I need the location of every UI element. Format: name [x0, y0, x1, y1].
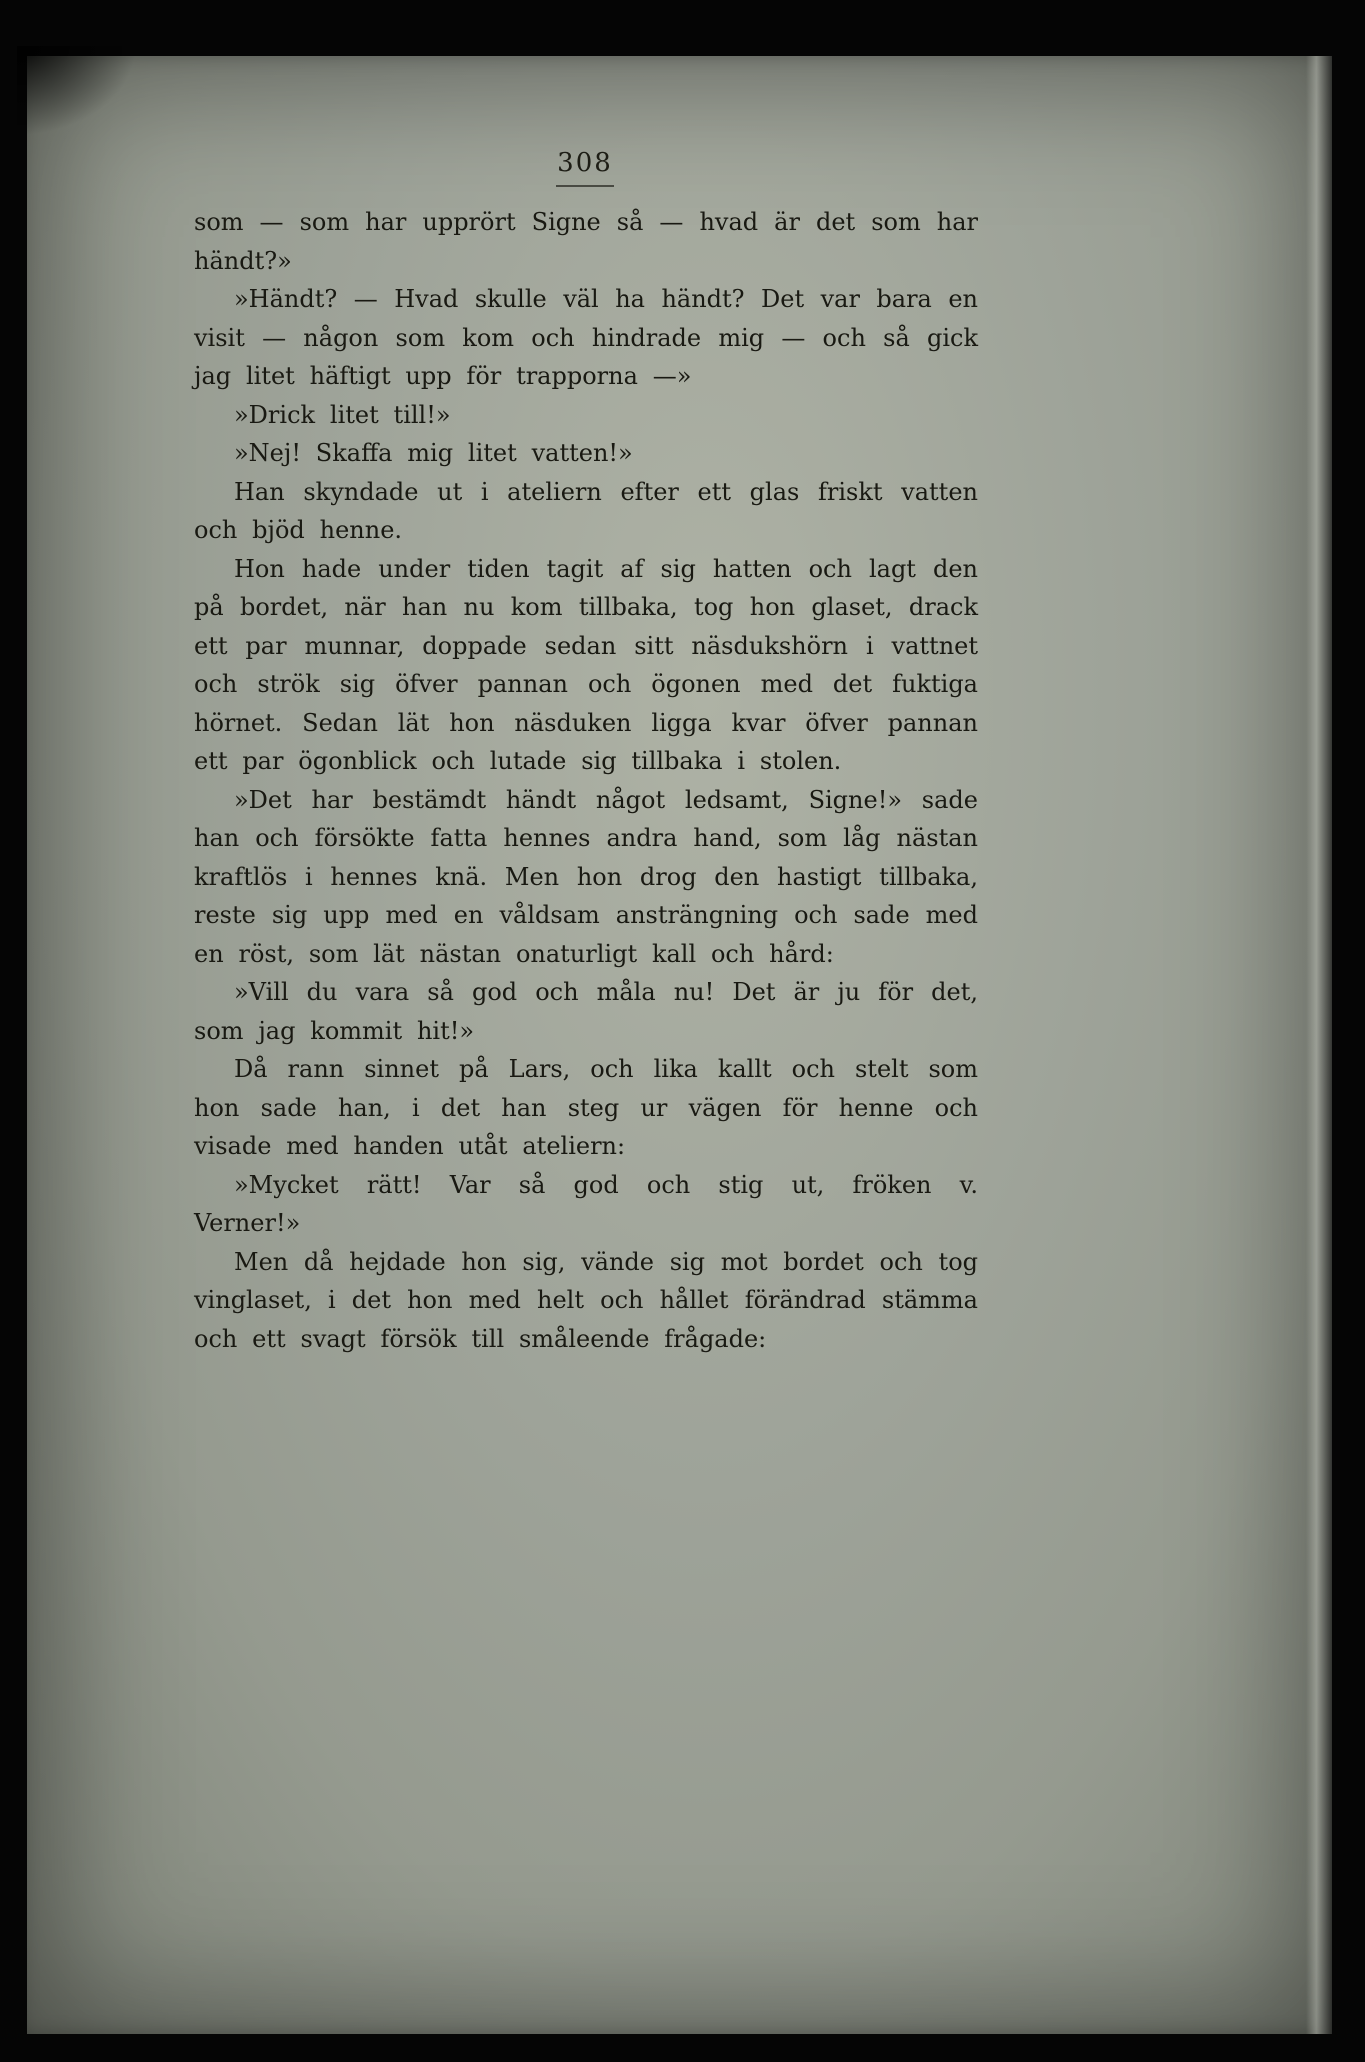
page-edge-highlight [1306, 56, 1332, 2034]
paragraph: »Vill du vara så god och måla nu! Det är ju för det, som jag kommit hit!» [194, 978, 978, 1045]
paragraph: Hon hade under tiden tagit af sig hatten och lagt den på bordet, när han nu kom tillbaka, tog hon glaset, drack ett par munnar, doppade sedan sitt näsdukshörn i vattnet och strök sig öfver pannan och ögonen med det fuktiga hörnet. Sedan lät hon näsduken ligga kvar öfver pannan ett par ögonblick och lutade sig tillbaka i stolen. [194, 554, 978, 775]
page-number-rule [556, 185, 614, 187]
paragraph: Han skyndade ut i ateliern efter ett glas friskt vatten och bjöd henne. [194, 477, 978, 544]
scan-corner-shadow [17, 46, 137, 136]
paragraph: »Mycket rätt! Var så god och stig ut, fröken v. Verner!» [194, 1170, 978, 1237]
paragraph: »Händt? — Hvad skulle väl ha händt? Det var bara en visit — någon som kom och hindrade mig — och så gick jag litet häftigt upp för trapporna —» [194, 285, 978, 390]
paragraph: »Det har bestämdt händt något ledsamt, Signe!» sade han och försökte fatta hennes andra hand, som låg nästan kraftlös i hennes knä. Men hon drog den hastigt tillbaka, reste sig upp med en våldsam ansträngning och sade med en röst, som lät nästan onaturligt kall och hård: [194, 785, 978, 968]
book-page [27, 56, 1332, 2034]
page-number: 308 [557, 148, 613, 178]
text-block [194, 203, 978, 1358]
paragraph: »Drick litet till!» [234, 400, 451, 429]
paragraph: Men då hejdade hon sig, vände sig mot bordet och tog vinglaset, i det hon med helt och hållet förändrad stämma och ett svagt försök till småleende frågade: [194, 1247, 978, 1353]
paragraph: Då rann sinnet på Lars, och lika kallt och stelt som hon sade han, i det han steg ur vägen för henne och visade med handen utåt ateliern: [194, 1055, 978, 1160]
paragraph: »Nej! Skaffa mig litet vatten!» [234, 439, 633, 467]
page-header [194, 56, 976, 187]
paragraph: som — som har upprört Signe så — hvad är det som har händt?» [194, 208, 978, 275]
